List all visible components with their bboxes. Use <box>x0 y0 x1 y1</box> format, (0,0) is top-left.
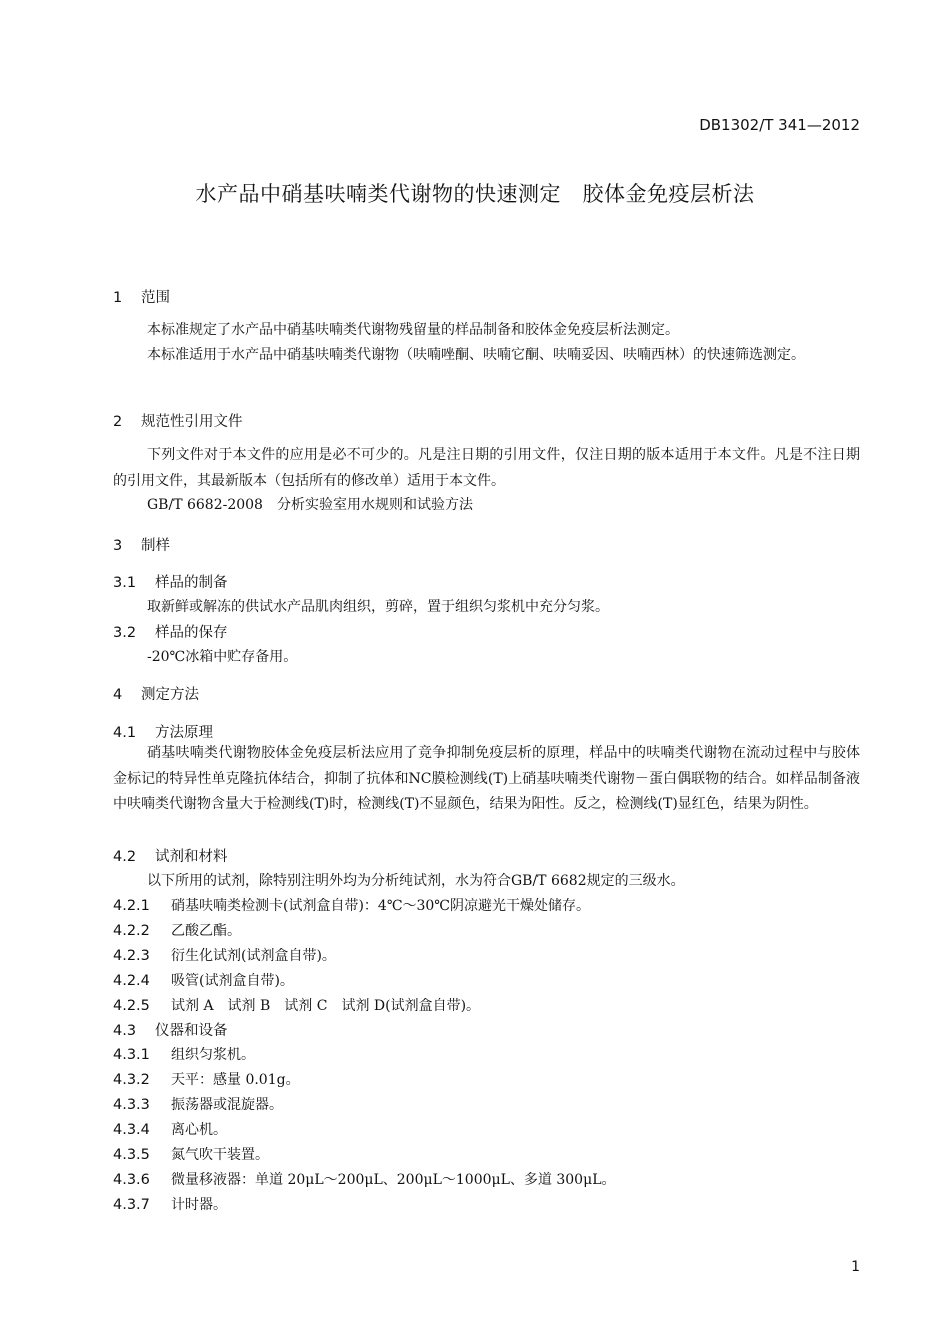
subsection-3-1-heading <box>113 571 228 592</box>
clause-text: 衍生化试剂(试剂盒自带)。 <box>171 948 336 964</box>
section-number: 2 <box>113 414 123 430</box>
subsection-title: 仪器和设备 <box>155 1023 228 1039</box>
section-title: 范围 <box>141 290 170 306</box>
section-1-heading <box>113 286 170 307</box>
subsection-title: 试剂和材料 <box>155 849 228 865</box>
clause-number: 4.2.4 <box>113 973 150 989</box>
clause-number: 4.2.5 <box>113 998 150 1014</box>
clause-4-3-2 <box>113 1069 300 1089</box>
section-title: 测定方法 <box>141 687 199 703</box>
clause-4-2-3 <box>113 945 336 965</box>
clause-4-2-1 <box>113 895 590 915</box>
clause-number: 4.3.6 <box>113 1172 150 1188</box>
section-title: 制样 <box>141 538 170 554</box>
subsection-4-2-text: 以下所用的试剂，除特别注明外均为分析纯试剂，水为符合GB/T 6682规定的三级水。 <box>147 873 685 889</box>
clause-text: 天平：感量 0.01g。 <box>171 1072 300 1088</box>
clause-number: 4.3.5 <box>113 1147 150 1163</box>
clause-4-3-5 <box>113 1144 269 1164</box>
clause-text: 离心机。 <box>171 1122 227 1138</box>
section-1-paragraph-1: 本标准规定了水产品中硝基呋喃类代谢物残留量的样品制备和胶体金免疫层析法测定。 <box>147 322 679 338</box>
clause-number: 4.3.1 <box>113 1047 150 1063</box>
clause-4-3-7 <box>113 1194 227 1214</box>
subsection-4-2-heading <box>113 845 228 866</box>
clause-4-3-3 <box>113 1094 283 1114</box>
clause-4-2-4 <box>113 970 294 990</box>
subsection-title: 样品的保存 <box>155 625 228 641</box>
subsection-title: 方法原理 <box>155 725 213 741</box>
section-number: 3 <box>113 538 123 554</box>
clause-number: 4.2.1 <box>113 898 150 914</box>
section-2-paragraph-1: 下列文件对于本文件的应用是必不可少的。凡是注日期的引用文件，仅注日期的版本适用于本文件。凡是不注日期的引用文件，其最新版本（包括所有的修改单）适用于本文件。 <box>113 447 860 489</box>
clause-text: 硝基呋喃类检测卡(试剂盒自带)：4℃～30℃阴凉避光干燥处储存。 <box>171 898 590 914</box>
subsection-3-1-text: 取新鲜或解冻的供试水产品肌肉组织，剪碎，置于组织匀浆机中充分匀浆。 <box>147 599 609 615</box>
section-number: 4 <box>113 687 123 703</box>
subsection-number: 4.1 <box>113 725 137 741</box>
clause-text: 乙酸乙酯。 <box>171 923 241 939</box>
section-number: 1 <box>113 290 123 306</box>
subsection-number: 3.2 <box>113 625 137 641</box>
document-title: 水产品中硝基呋喃类代谢物的快速测定 胶体金免疫层析法 <box>195 182 755 206</box>
clause-4-3-6 <box>113 1169 616 1189</box>
clause-text: 试剂 A 试剂 B 试剂 C 试剂 D(试剂盒自带)。 <box>171 998 481 1014</box>
section-4-heading <box>113 683 199 704</box>
section-3-heading <box>113 534 170 555</box>
clause-4-2-2 <box>113 920 241 940</box>
clause-number: 4.3.2 <box>113 1072 150 1088</box>
section-1-paragraph-2: 本标准适用于水产品中硝基呋喃类代谢物（呋喃唑酮、呋喃它酮、呋喃妥因、呋喃西林）的快速筛选测定。 <box>147 347 805 363</box>
clause-text: 组织匀浆机。 <box>171 1047 255 1063</box>
subsection-4-1-text: 硝基呋喃类代谢物胶体金免疫层析法应用了竞争抑制免疫层析的原理，样品中的呋喃类代谢物在流动过程中与胶体金标记的特异性单克隆抗体结合，抑制了抗体和NC膜检测线(T)上硝基呋喃类代谢物－蛋白偶联物的结合。如样品制备液中呋喃类代谢物含量大于检测线(T)时，检测线(T)不显颜色，结果为阳性。反之，检测线(T)显红色，结果为阴性。 <box>113 745 860 812</box>
subsection-title: 样品的制备 <box>155 575 228 591</box>
clause-number: 4.3.7 <box>113 1197 150 1213</box>
section-2-heading <box>113 410 243 431</box>
page-number: 1 <box>851 1259 860 1275</box>
document-code: DB1302/T 341—2012 <box>699 116 860 134</box>
clause-text: 振荡器或混旋器。 <box>171 1097 283 1113</box>
clause-4-3-4 <box>113 1119 227 1139</box>
normative-reference: GB/T 6682-2008 分析实验室用水规则和试验方法 <box>147 497 473 513</box>
subsection-4-3-heading <box>113 1019 228 1040</box>
subsection-number: 4.3 <box>113 1023 137 1039</box>
clause-number: 4.2.3 <box>113 948 150 964</box>
clause-text: 氮气吹干装置。 <box>171 1147 269 1163</box>
clause-text: 微量移液器：单道 20μL～200μL、200μL～1000μL、多道 300μL。 <box>171 1172 616 1188</box>
subsection-number: 3.1 <box>113 575 137 591</box>
clause-text: 吸管(试剂盒自带)。 <box>171 973 294 989</box>
clause-text: 计时器。 <box>171 1197 227 1213</box>
clause-4-2-5 <box>113 995 480 1015</box>
clause-number: 4.2.2 <box>113 923 150 939</box>
clause-number: 4.3.3 <box>113 1097 150 1113</box>
subsection-3-2-text: -20℃冰箱中贮存备用。 <box>147 649 298 665</box>
clause-4-3-1 <box>113 1044 255 1064</box>
subsection-number: 4.2 <box>113 849 137 865</box>
clause-number: 4.3.4 <box>113 1122 150 1138</box>
subsection-3-2-heading <box>113 621 228 642</box>
subsection-4-1-heading <box>113 721 213 742</box>
section-title: 规范性引用文件 <box>141 414 243 430</box>
